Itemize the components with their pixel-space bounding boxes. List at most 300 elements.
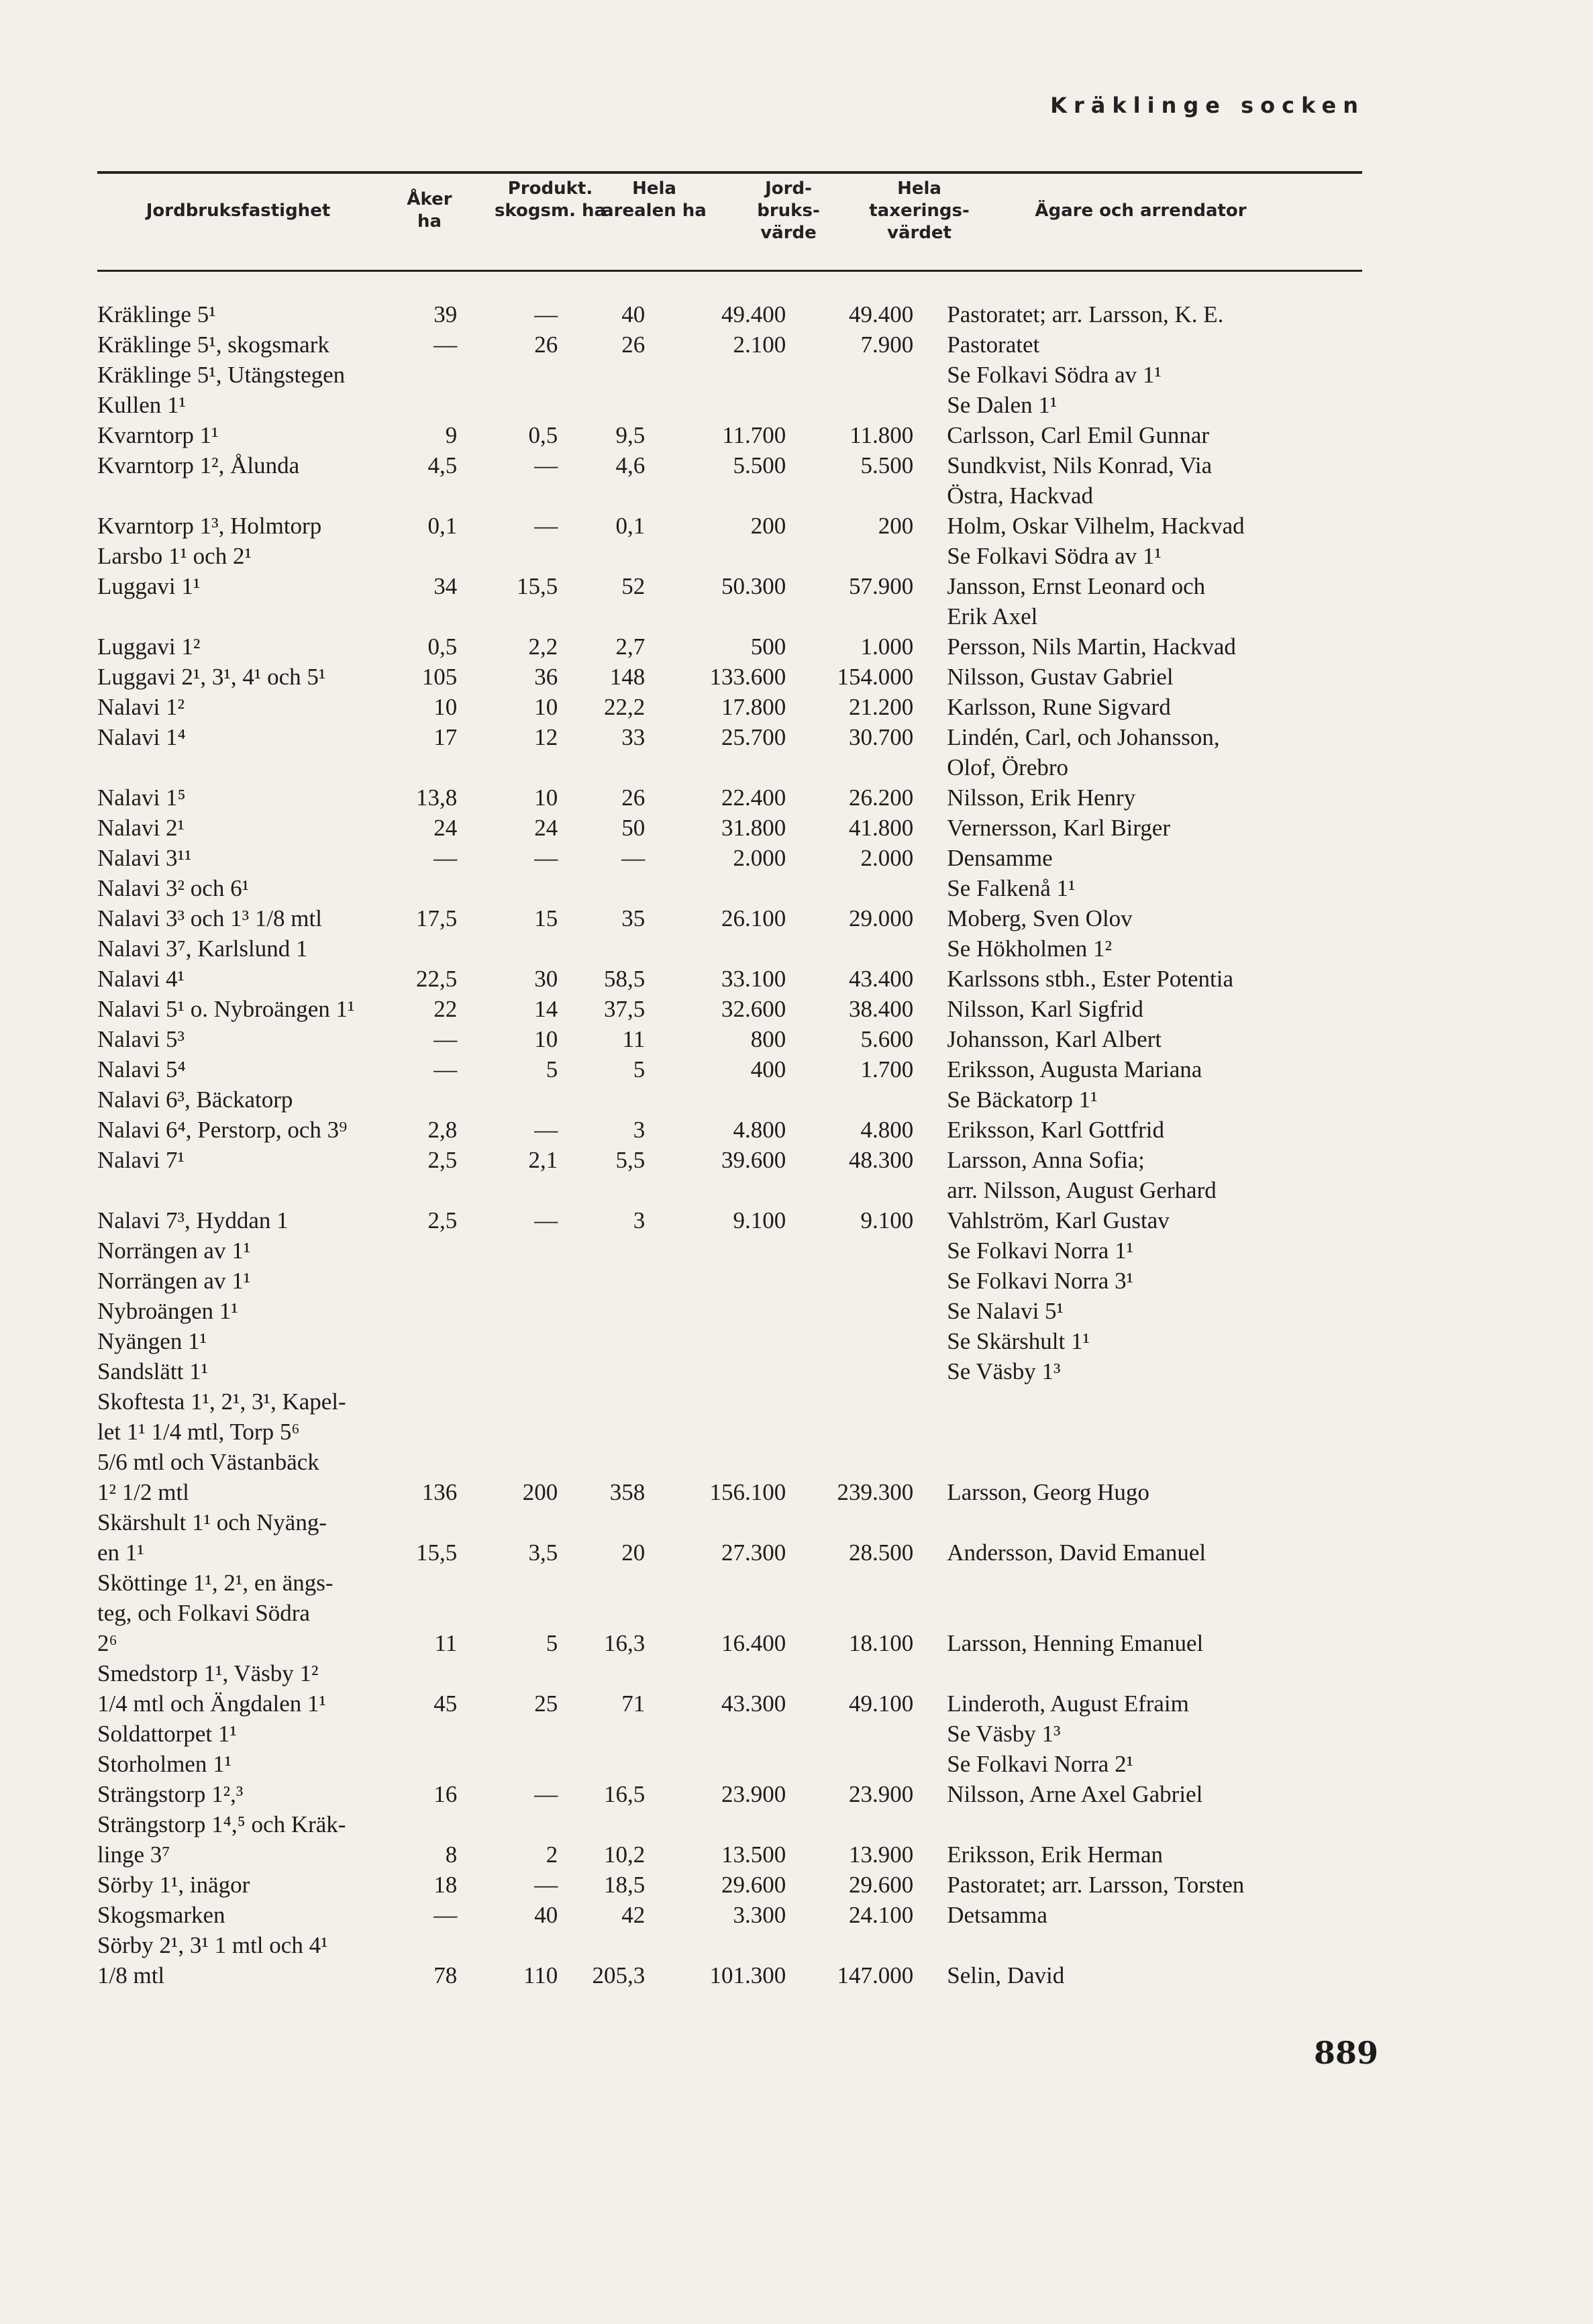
jordbruksvarde-cell (645, 1417, 786, 1447)
owner-cell: Sundkvist, Nils Konrad, Via (947, 452, 1213, 478)
table-row (97, 1537, 1396, 1568)
hela-arealen-ha-cell (558, 1809, 645, 1839)
jordbruksvarde-cell: 2.100 (733, 332, 786, 358)
property-name-cell: 1/4 mtl och Ängdalen 1¹ (97, 1690, 326, 1717)
aker-ha-cell (416, 481, 457, 511)
jordbruksvarde-cell: 4.800 (733, 1117, 786, 1143)
jordbruksvarde-cell: 49.400 (721, 301, 786, 327)
property-name-cell: Nalavi 5¹ o. Nybroängen 1¹ (97, 996, 355, 1022)
hela-arealen-ha-cell: 50 (621, 815, 646, 841)
hela-arealen-ha-cell: 37,5 (604, 996, 646, 1022)
aker-ha-cell: 34 (433, 573, 458, 599)
table-row (97, 1115, 1396, 1145)
table-row (97, 903, 1396, 933)
prod-skog-ha-cell: 110 (523, 1962, 558, 1988)
prod-skog-ha-cell: 5 (546, 1630, 558, 1656)
property-name-cell (97, 752, 416, 782)
hela-arealen-ha-cell: 5 (633, 1056, 646, 1082)
hela-arealen-ha-cell: 11 (622, 1026, 646, 1052)
hela-arealen-ha-cell (558, 1266, 645, 1296)
table-row (97, 1386, 1396, 1417)
prod-skog-ha-cell: 24 (534, 815, 558, 841)
taxeringsvardet-cell (786, 1507, 913, 1537)
taxeringsvardet-cell (786, 1386, 913, 1417)
aker-ha-cell (416, 1417, 457, 1447)
jordbruksvarde-cell (645, 1386, 786, 1417)
property-name-cell: Nalavi 1⁴ (97, 724, 186, 750)
property-name-cell: Nalavi 3³ och 1³ 1/8 mtl (97, 905, 322, 931)
aker-ha-cell: 22 (433, 996, 458, 1022)
property-name-cell: Strängstorp 1⁴,⁵ och Kräk- (97, 1811, 346, 1837)
jordbruksvarde-cell (645, 752, 786, 782)
hela-arealen-ha-cell: 2,7 (615, 634, 646, 660)
table-row (97, 1417, 1396, 1447)
prod-skog-ha-cell: 2 (546, 1841, 558, 1868)
prod-skog-ha-cell: 5 (546, 1056, 558, 1082)
property-name-cell: Luggavi 1¹ (97, 573, 201, 599)
property-name-cell: Luggavi 2¹, 3¹, 4¹ och 5¹ (97, 664, 326, 690)
property-name-cell (97, 601, 416, 631)
taxeringsvardet-cell: 1.700 (860, 1056, 914, 1082)
owner-cell (913, 1930, 1396, 1960)
taxeringsvardet-cell (786, 933, 913, 964)
taxeringsvardet-cell (786, 1235, 913, 1266)
property-name-cell: Nyängen 1¹ (97, 1328, 207, 1354)
hela-arealen-ha-cell: 16,5 (604, 1781, 646, 1807)
hela-arealen-ha-cell: 5,5 (615, 1147, 646, 1173)
jordbruksvarde-cell: 25.700 (721, 724, 786, 750)
hela-arealen-ha-cell (558, 481, 645, 511)
aker-ha-cell: 15,5 (416, 1539, 458, 1566)
aker-ha-cell: 2,8 (427, 1117, 458, 1143)
jordbruksvarde-cell: 22.400 (721, 785, 786, 811)
owner-cell: Erik Axel (947, 603, 1038, 629)
taxeringsvardet-cell: 5.500 (860, 452, 914, 478)
aker-ha-cell (416, 1598, 457, 1628)
jordbruksvarde-cell: 23.900 (721, 1781, 786, 1807)
owner-cell: Nilsson, Arne Axel Gabriel (947, 1781, 1203, 1807)
prod-skog-ha-cell: 2,2 (528, 634, 558, 660)
col-header-property: Jordbruksfastighet (146, 201, 331, 221)
owner-cell: Nilsson, Gustav Gabriel (947, 664, 1174, 690)
aker-ha-cell: 10 (433, 694, 458, 720)
aker-ha-cell (416, 390, 457, 420)
owner-cell: Se Nalavi 5¹ (947, 1298, 1064, 1324)
owner-cell: Nilsson, Erik Henry (947, 785, 1136, 811)
owner-cell: Linderoth, August Efraim (947, 1690, 1189, 1717)
aker-ha-cell: — (433, 332, 458, 358)
hela-arealen-ha-cell (558, 1235, 645, 1266)
taxeringsvardet-cell: 28.500 (849, 1539, 914, 1566)
jordbruksvarde-cell: 50.300 (721, 573, 786, 599)
aker-ha-cell (416, 601, 457, 631)
taxeringsvardet-cell (786, 541, 913, 571)
jordbruksvarde-cell: 26.100 (721, 905, 786, 931)
prod-skog-ha-cell (457, 752, 558, 782)
property-name-cell: Norrängen av 1¹ (97, 1268, 251, 1294)
table-row (97, 1477, 1396, 1507)
hela-arealen-ha-cell: 71 (621, 1690, 646, 1717)
jordbruksvarde-cell: 2.000 (733, 845, 786, 871)
property-name-cell: linge 3⁷ (97, 1841, 170, 1868)
table-row (97, 1205, 1396, 1235)
jordbruksvarde-cell (645, 1447, 786, 1477)
aker-ha-cell (416, 1930, 457, 1960)
table-row (97, 1356, 1396, 1386)
owner-cell: Carlsson, Carl Emil Gunnar (947, 422, 1210, 448)
hela-arealen-ha-cell (558, 360, 645, 390)
hela-arealen-ha-cell (558, 1507, 645, 1537)
table-row (97, 1658, 1396, 1688)
table-row (97, 1960, 1396, 1990)
table-row (97, 1779, 1396, 1809)
hela-arealen-ha-cell (558, 1658, 645, 1688)
aker-ha-cell: 18 (433, 1872, 458, 1898)
jordbruksvarde-cell (645, 1749, 786, 1779)
prod-skog-ha-cell: 12 (534, 724, 558, 750)
hela-arealen-ha-cell: 58,5 (604, 966, 646, 992)
hela-arealen-ha-cell: 358 (609, 1479, 646, 1505)
taxeringsvardet-cell (786, 1719, 913, 1749)
hela-arealen-ha-cell (558, 873, 645, 903)
aker-ha-cell (416, 541, 457, 571)
taxeringsvardet-cell: 5.600 (860, 1026, 914, 1052)
table-row (97, 420, 1396, 450)
hela-arealen-ha-cell (558, 1568, 645, 1598)
prod-skog-ha-cell: 36 (534, 664, 558, 690)
owner-cell: Selin, David (947, 1962, 1065, 1988)
jordbruksvarde-cell: 29.600 (721, 1872, 786, 1898)
jordbruksvarde-cell (645, 481, 786, 511)
property-name-cell: Kvarntorp 1¹ (97, 422, 219, 448)
jordbruksvarde-cell: 43.300 (721, 1690, 786, 1717)
table-row (97, 813, 1396, 843)
jordbruksvarde-cell (645, 1266, 786, 1296)
table-row (97, 1175, 1396, 1205)
hela-arealen-ha-cell (558, 1930, 645, 1960)
aker-ha-cell: 136 (421, 1479, 458, 1505)
owner-cell: Se Bäckatorp 1¹ (947, 1087, 1098, 1113)
property-name-cell: Norrängen av 1¹ (97, 1237, 251, 1264)
owner-cell: Se Väsby 1³ (947, 1358, 1061, 1384)
owner-cell: Larsson, Anna Sofia; (947, 1147, 1145, 1173)
hela-arealen-ha-cell (558, 541, 645, 571)
hela-arealen-ha-cell: 205,3 (592, 1962, 646, 1988)
jordbruksvarde-cell (645, 1507, 786, 1537)
hela-arealen-ha-cell (558, 1175, 645, 1205)
property-name-cell: Soldattorpet 1¹ (97, 1721, 237, 1747)
owner-cell (913, 1507, 1396, 1537)
prod-skog-ha-cell (457, 1235, 558, 1266)
prod-skog-ha-cell (457, 601, 558, 631)
table-row (97, 752, 1396, 782)
property-name-cell: Sandslätt 1¹ (97, 1358, 209, 1384)
property-name-cell: Kvarntorp 1², Ålunda (97, 452, 300, 478)
jordbruksvarde-cell: 32.600 (721, 996, 786, 1022)
prod-skog-ha-cell (457, 1326, 558, 1356)
col-header-hela-arealen: Hela arealen ha (602, 179, 707, 221)
aker-ha-cell (416, 1266, 457, 1296)
owner-cell: Se Folkavi Norra 3¹ (947, 1268, 1134, 1294)
taxeringsvardet-cell (786, 1326, 913, 1356)
property-name-cell: Nalavi 6³, Bäckatorp (97, 1087, 293, 1113)
property-name-cell: 2⁶ (97, 1630, 117, 1656)
aker-ha-cell (416, 1175, 457, 1205)
owner-cell: Karlssons stbh., Ester Potentia (947, 966, 1234, 992)
hela-arealen-ha-cell: 3 (633, 1117, 646, 1143)
table-row (97, 1084, 1396, 1115)
table-row (97, 481, 1396, 511)
hela-arealen-ha-cell (558, 1386, 645, 1417)
hela-arealen-ha-cell: 20 (621, 1539, 646, 1566)
jordbruksvarde-cell (645, 1598, 786, 1628)
prod-skog-ha-cell: 3,5 (528, 1539, 558, 1566)
taxeringsvardet-cell: 200 (878, 513, 914, 539)
hela-arealen-ha-cell (558, 1447, 645, 1477)
hela-arealen-ha-cell: 0,1 (615, 513, 646, 539)
jordbruksvarde-cell (645, 1568, 786, 1598)
owner-cell: Eriksson, Karl Gottfrid (947, 1117, 1164, 1143)
taxeringsvardet-cell (786, 1749, 913, 1779)
prod-skog-ha-cell (457, 1658, 558, 1688)
property-name-cell: en 1¹ (97, 1539, 144, 1566)
prod-skog-ha-cell: 25 (534, 1690, 558, 1717)
hela-arealen-ha-cell (558, 1598, 645, 1628)
table-row (97, 390, 1396, 420)
property-name-cell: 1/8 mtl (97, 1962, 165, 1988)
aker-ha-cell: 17 (433, 724, 458, 750)
col-header-taxeringsvardet: Hela taxerings- värdet (869, 179, 970, 243)
owner-cell: Vernersson, Karl Birger (947, 815, 1170, 841)
hela-arealen-ha-cell: 33 (621, 724, 646, 750)
owner-cell: Östra, Hackvad (947, 483, 1093, 509)
property-name-cell: Kräklinge 5¹, skogsmark (97, 332, 329, 358)
table-row (97, 994, 1396, 1024)
property-name-cell: Kräklinge 5¹, Utängstegen (97, 362, 346, 388)
taxeringsvardet-cell: 1.000 (860, 634, 914, 660)
aker-ha-cell: 8 (445, 1841, 458, 1868)
jordbruksvarde-cell (645, 1658, 786, 1688)
taxeringsvardet-cell: 49.400 (849, 301, 914, 327)
jordbruksvarde-cell (645, 933, 786, 964)
table-row (97, 873, 1396, 903)
prod-skog-ha-cell: 40 (534, 1902, 558, 1928)
table-row (97, 541, 1396, 571)
table-row (97, 571, 1396, 601)
taxeringsvardet-cell: 29.600 (849, 1872, 914, 1898)
aker-ha-cell: — (433, 1056, 458, 1082)
owner-cell: Pastoratet; arr. Larsson, K. E. (947, 301, 1224, 327)
taxeringsvardet-cell (786, 1175, 913, 1205)
table-row (97, 1326, 1396, 1356)
hela-arealen-ha-cell: 148 (609, 664, 646, 690)
aker-ha-cell: 39 (433, 301, 458, 327)
table-row (97, 1145, 1396, 1175)
jordbruksvarde-cell: 800 (750, 1026, 786, 1052)
owner-cell: Moberg, Sven Olov (947, 905, 1133, 931)
property-name-cell: Nalavi 5³ (97, 1026, 185, 1052)
table-row (97, 511, 1396, 541)
page-number: 889 (1314, 2035, 1379, 2071)
taxeringsvardet-cell (786, 601, 913, 631)
owner-cell: Larsson, Henning Emanuel (947, 1630, 1204, 1656)
owner-cell: Johansson, Karl Albert (947, 1026, 1162, 1052)
prod-skog-ha-cell: 10 (534, 1026, 558, 1052)
aker-ha-cell (416, 1386, 457, 1417)
taxeringsvardet-cell (786, 1568, 913, 1598)
property-table-body (97, 299, 1396, 1990)
hela-arealen-ha-cell: 18,5 (604, 1872, 646, 1898)
prod-skog-ha-cell: 15,5 (517, 573, 558, 599)
property-name-cell: Sörby 1¹, inägor (97, 1872, 250, 1898)
aker-ha-cell (416, 1568, 457, 1598)
owner-cell (913, 1568, 1396, 1598)
table-row (97, 933, 1396, 964)
table-row (97, 1719, 1396, 1749)
aker-ha-cell: 13,8 (416, 785, 458, 811)
table-row (97, 1688, 1396, 1719)
prod-skog-ha-cell: 30 (534, 966, 558, 992)
owner-cell: Eriksson, Augusta Mariana (947, 1056, 1202, 1082)
property-name-cell: Larsbo 1¹ och 2¹ (97, 543, 252, 569)
prod-skog-ha-cell: 10 (534, 785, 558, 811)
property-name-cell (97, 1175, 416, 1205)
owner-cell (913, 1809, 1396, 1839)
prod-skog-ha-cell (457, 1356, 558, 1386)
owner-cell: Lindén, Carl, och Johansson, (947, 724, 1220, 750)
hela-arealen-ha-cell (558, 1719, 645, 1749)
jordbruksvarde-cell: 33.100 (721, 966, 786, 992)
property-name-cell: Nalavi 7³, Hyddan 1 (97, 1207, 289, 1233)
prod-skog-ha-cell (457, 1266, 558, 1296)
hela-arealen-ha-cell: 22,2 (604, 694, 646, 720)
aker-ha-cell (416, 1719, 457, 1749)
taxeringsvardet-cell (786, 1266, 913, 1296)
prod-skog-ha-cell (457, 873, 558, 903)
taxeringsvardet-cell (786, 481, 913, 511)
aker-ha-cell (416, 1447, 457, 1477)
jordbruksvarde-cell (645, 1930, 786, 1960)
prod-skog-ha-cell: 0,5 (528, 422, 558, 448)
taxeringsvardet-cell: 147.000 (837, 1962, 914, 1988)
owner-cell: Nilsson, Karl Sigfrid (947, 996, 1143, 1022)
property-name-cell: teg, och Folkavi Södra (97, 1600, 310, 1626)
aker-ha-cell: 78 (433, 1962, 458, 1988)
owner-cell (913, 1386, 1396, 1417)
jordbruksvarde-cell: 17.800 (721, 694, 786, 720)
table-row (97, 631, 1396, 662)
owner-cell: Pastoratet; arr. Larsson, Torsten (947, 1872, 1245, 1898)
col-header-jordbruksvarde: Jord- bruks- värde (757, 179, 820, 243)
owner-cell: Detsamma (947, 1902, 1047, 1928)
prod-skog-ha-cell (457, 1809, 558, 1839)
table-row (97, 1266, 1396, 1296)
prod-skog-ha-cell (457, 1175, 558, 1205)
prod-skog-ha-cell (457, 481, 558, 511)
property-name-cell: Skogsmarken (97, 1902, 225, 1928)
hela-arealen-ha-cell (558, 601, 645, 631)
owner-cell: Eriksson, Erik Herman (947, 1841, 1163, 1868)
aker-ha-cell (416, 1356, 457, 1386)
taxeringsvardet-cell: 49.100 (849, 1690, 914, 1717)
jordbruksvarde-cell (645, 1084, 786, 1115)
aker-ha-cell: 105 (421, 664, 458, 690)
jordbruksvarde-cell: 101.300 (709, 1962, 786, 1988)
hela-arealen-ha-cell: 3 (633, 1207, 646, 1233)
prod-skog-ha-cell: — (534, 1117, 558, 1143)
table-row (97, 1296, 1396, 1326)
taxeringsvardet-cell (786, 1658, 913, 1688)
owner-cell: Se Falkenå 1¹ (947, 875, 1076, 901)
hela-arealen-ha-cell: 52 (621, 573, 646, 599)
hela-arealen-ha-cell: 35 (621, 905, 646, 931)
owner-cell: Se Folkavi Norra 1¹ (947, 1237, 1134, 1264)
prod-skog-ha-cell (457, 1749, 558, 1779)
property-name-cell: Kullen 1¹ (97, 392, 187, 418)
aker-ha-cell: 2,5 (427, 1147, 458, 1173)
owner-cell: Vahlström, Karl Gustav (947, 1207, 1170, 1233)
owner-cell: Jansson, Ernst Leonard och (947, 573, 1206, 599)
owner-cell: Se Folkavi Södra av 1¹ (947, 362, 1162, 388)
property-name-cell: Nalavi 6⁴, Perstorp, och 3⁹ (97, 1117, 348, 1143)
table-row (97, 1930, 1396, 1960)
jordbruksvarde-cell (645, 873, 786, 903)
aker-ha-cell (416, 1658, 457, 1688)
jordbruksvarde-cell (645, 1809, 786, 1839)
aker-ha-cell (416, 360, 457, 390)
jordbruksvarde-cell: 13.500 (721, 1841, 786, 1868)
property-name-cell: Nalavi 5⁴ (97, 1056, 186, 1082)
prod-skog-ha-cell: — (534, 1207, 558, 1233)
owner-cell: arr. Nilsson, August Gerhard (947, 1177, 1217, 1203)
prod-skog-ha-cell (457, 1084, 558, 1115)
property-name-cell: Storholmen 1¹ (97, 1751, 232, 1777)
jordbruksvarde-cell: 156.100 (709, 1479, 786, 1505)
jordbruksvarde-cell: 31.800 (721, 815, 786, 841)
prod-skog-ha-cell (457, 933, 558, 964)
owner-cell: Se Folkavi Södra av 1¹ (947, 543, 1162, 569)
prod-skog-ha-cell (457, 360, 558, 390)
owner-cell: Persson, Nils Martin, Hackvad (947, 634, 1236, 660)
jordbruksvarde-cell: 11.700 (722, 422, 786, 448)
property-name-cell: Sköttinge 1¹, 2¹, en ängs- (97, 1570, 333, 1596)
aker-ha-cell (416, 933, 457, 964)
table-row (97, 964, 1396, 994)
hela-arealen-ha-cell (558, 933, 645, 964)
owner-cell: Densamme (947, 845, 1053, 871)
taxeringsvardet-cell (786, 1296, 913, 1326)
table-row (97, 782, 1396, 813)
hela-arealen-ha-cell (558, 752, 645, 782)
property-name-cell: Smedstorp 1¹, Väsby 1² (97, 1660, 319, 1686)
prod-skog-ha-cell (457, 1386, 558, 1417)
aker-ha-cell (416, 873, 457, 903)
taxeringsvardet-cell: 43.400 (849, 966, 914, 992)
property-name-cell: Skärshult 1¹ och Nyäng- (97, 1509, 327, 1535)
taxeringsvardet-cell (786, 1598, 913, 1628)
taxeringsvardet-cell: 30.700 (849, 724, 914, 750)
jordbruksvarde-cell (645, 1175, 786, 1205)
aker-ha-cell: 45 (433, 1690, 458, 1717)
property-name-cell: Nalavi 7¹ (97, 1147, 185, 1173)
taxeringsvardet-cell (786, 1809, 913, 1839)
taxeringsvardet-cell: 4.800 (860, 1117, 914, 1143)
owner-cell: Se Dalen 1¹ (947, 392, 1058, 418)
prod-skog-ha-cell: 14 (534, 996, 558, 1022)
hela-arealen-ha-cell (558, 390, 645, 420)
aker-ha-cell (416, 1809, 457, 1839)
taxeringsvardet-cell: 18.100 (849, 1630, 914, 1656)
